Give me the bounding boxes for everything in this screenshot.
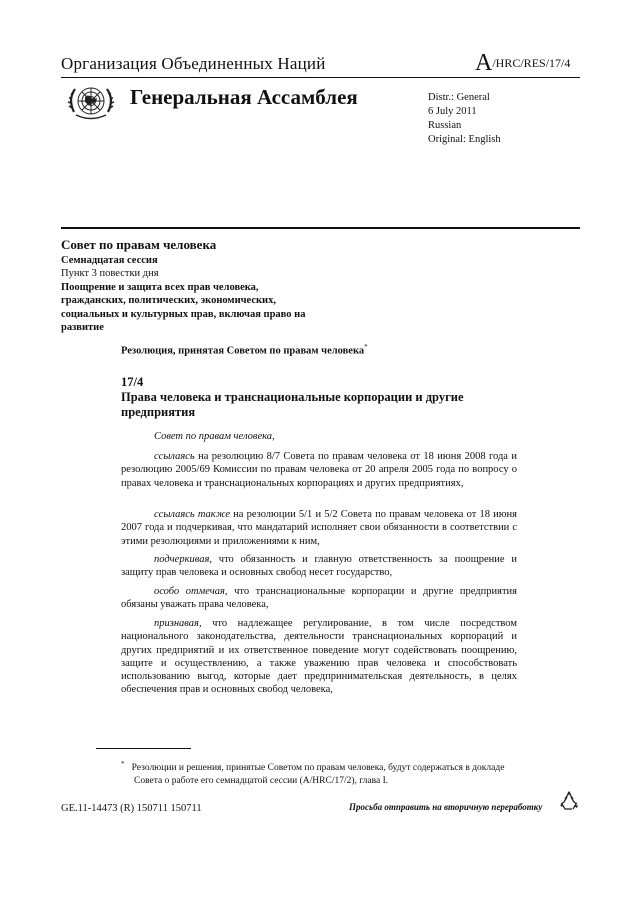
agenda-item: Пункт 3 повестки дня xyxy=(61,268,159,280)
preamble-paragraph xyxy=(121,430,517,443)
preamble-paragraph xyxy=(121,617,517,697)
paragraph-lead: признавая xyxy=(154,618,199,629)
paragraph-lead: ссылаясь также xyxy=(154,509,231,520)
recycle-icon xyxy=(558,790,580,812)
date: 6 July 2011 xyxy=(428,106,477,117)
paragraph-lead: Совет по правам человека, xyxy=(154,431,275,442)
distribution-block xyxy=(428,91,501,147)
footnote-text: Резолюции и решения, принятые Советом по правам человека, будут содержаться в докладе Совета о работе его семнадцатой сессии (A/HRC/17/2), глава I. xyxy=(131,763,505,787)
paragraph-lead: особо отмечая xyxy=(154,586,225,597)
section-rule xyxy=(61,227,580,229)
paragraph-lead: ссылаясь xyxy=(154,451,195,462)
footnote-rule xyxy=(96,748,191,749)
paragraph-text: на резолюцию 8/7 Совета по правам человека от 18 июня 2008 года и резолюцию 2005/69 Комиссии по правам человека от 20 апреля 2005 года по вопросу о правах человека и транснациональных корпорациях и других предприятиях, xyxy=(121,451,517,489)
paragraph-text: , что обязанность и главную ответственность за поощрение и защиту прав человека и основных свобод несет государство, xyxy=(121,554,517,579)
footnote-mark: * xyxy=(121,760,125,768)
job-number: GE.11-14473 (R) 150711 150711 xyxy=(61,803,202,814)
council-name: Совет по правам человека xyxy=(61,237,217,252)
header-rule xyxy=(61,77,580,78)
recycle-note: Просьба отправить на вторичную переработку xyxy=(349,802,543,812)
distribution: Distr.: General xyxy=(428,92,490,103)
paragraph-lead: подчеркивая xyxy=(154,554,210,565)
resolution-heading xyxy=(121,375,501,420)
resolution-title: Права человека и транснациональные корпорации и другие предприятия xyxy=(121,390,464,419)
adopted-title-text: Резолюция, принятая Советом по правам человека xyxy=(121,345,365,357)
original-language: Original: English xyxy=(428,134,501,145)
paragraph-text: , что транснациональные корпорации и другие предприятия обязаны уважать права человека, xyxy=(121,586,518,611)
agenda-block xyxy=(61,254,321,334)
preamble-paragraph xyxy=(121,450,517,490)
preamble-paragraph xyxy=(121,553,517,580)
footnote xyxy=(121,758,530,788)
symbol-rest: /HRC/RES/17/4 xyxy=(492,56,571,70)
paragraph-text: на резолюции 5/1 и 5/2 Совета по правам человека от 18 июня 2007 года и подчеркивая, что мандатарий исполняет свои обязанности в соответствии с этими резолюциями и приложениями к ним, xyxy=(121,509,517,547)
paragraph-text: , что надлежащее регулирование, в том числе посредством национального законодательства, деятельности транснациональных корпораций и других предприятий и их ответственное поведение могут содействовать поощрению, защите и осуществлению, а также уважению прав человека и способствовать использованию выгод, которые дает предпринимательская деятельность, в целях обеспечения прав и основных свобод человека, xyxy=(121,618,517,696)
assembly-title: Генеральная Ассамблея xyxy=(130,85,358,109)
symbol-letter: A xyxy=(475,50,493,76)
agenda-title: Поощрение и защита всех прав человека, гражданских, политических, экономических, социальных и культурных прав, включая право на развитие xyxy=(61,281,306,334)
preamble-paragraph xyxy=(121,585,517,612)
resolution-adopted-title xyxy=(121,343,368,357)
footnote-ref: * xyxy=(364,343,368,351)
organization-name: Организация Объединенных Наций xyxy=(61,54,326,73)
un-emblem-icon xyxy=(66,82,116,122)
language: Russian xyxy=(428,120,462,131)
preamble-paragraph xyxy=(121,508,517,548)
resolution-number: 17/4 xyxy=(121,375,144,389)
document-symbol xyxy=(475,50,570,77)
session: Семнадцатая сессия xyxy=(61,255,158,266)
